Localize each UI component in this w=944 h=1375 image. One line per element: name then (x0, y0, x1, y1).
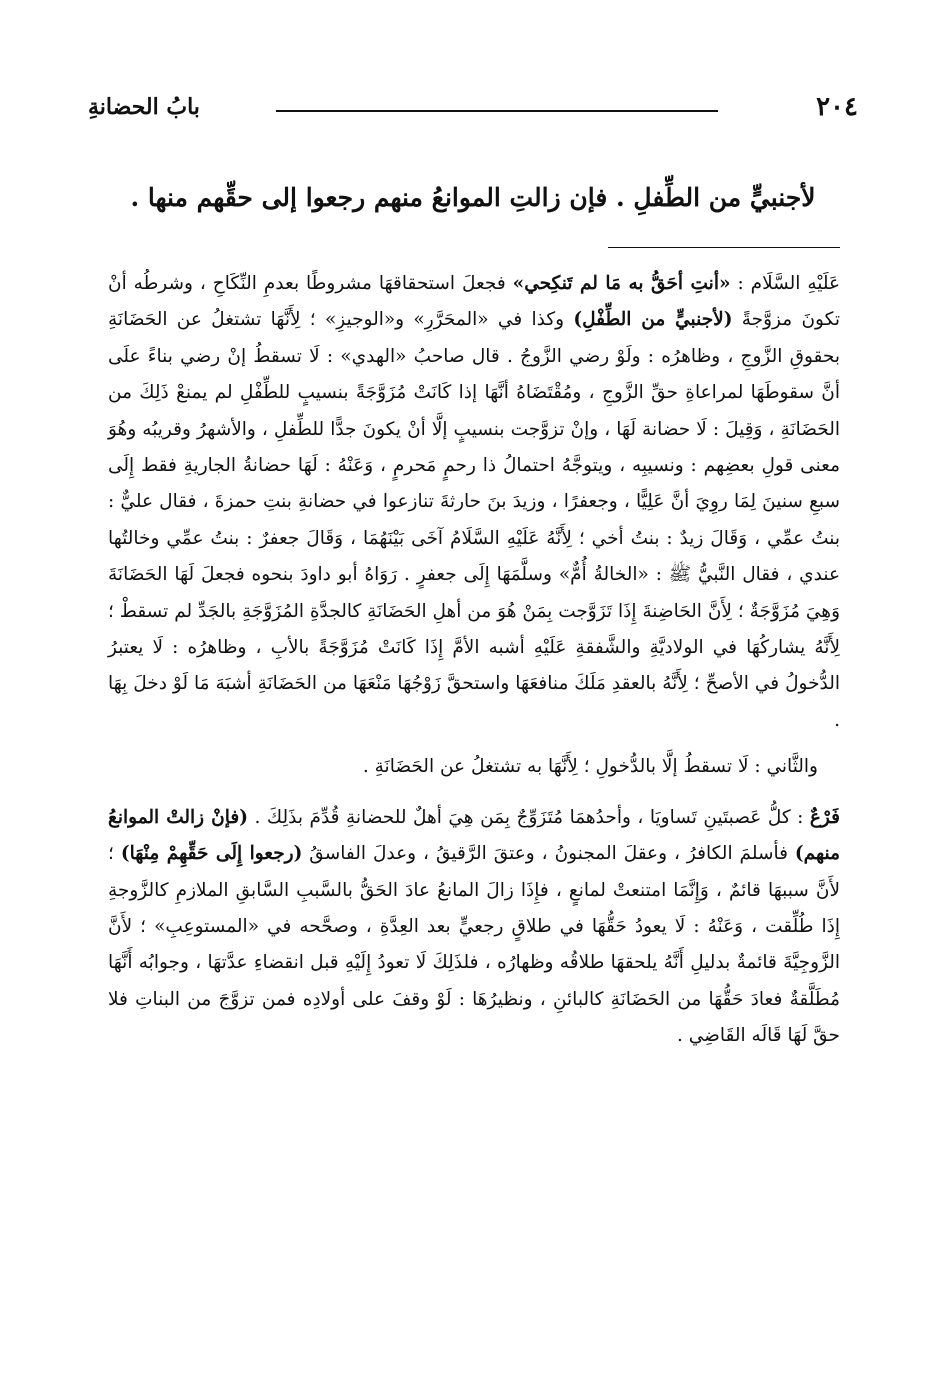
commentary-paragraph-1 (108, 266, 840, 739)
text-run: ؛ لأَنَّ سببهَا قائمٌ ، وَإِنَّمَا امتنعتْ لمانعٍ ، فإِذَا زالَ المانعُ عادَ الحَقُّ بالسَّببِ السَّابقِ الملازمِ كالزَّوجةِ إِذَا طُلِّقت ، وَعَنْهُ : لَا يعودُ حَقُّهَا في طلاقٍ رجعيٍّ بعد العِدَّةِ ، وصحَّحه في «المستوعِبِ» ؛ لأَنَّ الزَّوجِيَّةَ قائمةٌ بدليلِ أَنَّهُ يلحقهَا طلاقُه وظهارُه ، فلذَلِكَ لَا تعودُ إِلَيْهِ قبل انقضاءِ عدَّتهَا ، وجوابُه أَنَّهَا مُطَلَّقةٌ فعادَ حَقُّهَا من الحَضَانَةِ كالبائنِ ، ونظيرُهَا : لَوْ وقفَ على أولادِه فمن تزوَّجَ من البناتِ فلا حقَّ لَهَا قَالَه القَاضِي . (108, 843, 840, 1047)
text-run: فجعلَ استحقاقهَا مشروطًا بعدمِ النِّكَاحِ ، وشرطُه أنْ تكونَ مزوَّجةً (108, 273, 840, 331)
paragraph-gap (108, 739, 840, 749)
section-label: فَرْعٌ (809, 806, 840, 828)
text-run: : كلُّ عَصبتَينِ تَساويَا ، وأحدُهمَا مُتَزَوِّجٌ بِمَن هِيَ أهلٌ للحضانةِ قُدِّمَ بذَلِكَ . (248, 806, 810, 828)
commentary-paragraph-3 (108, 800, 840, 1055)
text-run: عَلَيْهِ السَّلَام : (730, 273, 840, 294)
page-header (88, 92, 858, 126)
text-run: وكذا في «المحَرَّرِ» و«الوجيزِ» ؛ لِأَنَّهَا تشتغلُ عن الحَضَانَةِ بحقوقِ الزَّوجِ ، وظاهرُه : ولَوْ رضي الزَّوجُ . قال صاحبُ «الهدي» : لَا تسقطُ إنْ رضي بناءً علَى أنَّ سقوطَهَا لمراعاةِ حقِّ الزَّوجِ ، ومُقْتَضَاهُ أنَّهَا إذا كَانَتْ مُزَوَّجَةً بنسيبٍ للطِّفْلِ لم يمنعْ ذَلِكَ من الحَضَانَةِ ، وَقِيلَ : لَا حضانة لَهَا ، وإنْ تزوَّجت بنسيبٍ إلَّا أنْ يكونَ جدًّا للطِّفلِ ، والأشهرُ وقريبُه وهُوَ معنى قولِ بعضِهم : ونسيبِه ، ويتوجَّهُ احتمالُ ذا رحمٍ مَحرمٍ ، وَعَنْهُ : لَهَا حضانةُ الجاريةِ فقط إِلَى سبعِ سنينَ لِمَا روِيَ أنَّ عَلِيًّا ، وجعفرًا ، وزيدَ بنَ حارثةَ تنازعوا في حضانةِ بنتِ حمزةَ ، فقال عليٌّ : بنتُ عمِّي ، وَقَالَ زيدٌ : بنتُ أخي ؛ لِأَنَّهُ عَلَيْهِ السَّلَامُ آخَى بَيْنَهُمَا ، وَقَالَ جعفرٌ : بنتُ عمِّي وخالتُها عندي ، فقال النَّبيُّ ﷺ : «الخالةُ أُمٌّ» وسلَّمَهَا إِلَى جعفرٍ . رَوَاهُ أبو داودَ بنحوه فجعلَ لَهَا الحَضَانَةَ وَهِيَ مُزَوَّجَةٌ ؛ لِأَنَّ الحَاضِنةَ إِذَا تَزَوَّجت بِمَنْ هُوَ من أهلِ الحَضَانَةِ كالجدَّةِ المُزَوَّجَةِ بالجَدِّ لم تسقطْ ؛ لِأَنَّهُ يشاركُهَا في الولاديَّةِ والشَّفقةِ عَلَيْهِ أشبه الأمَّ إِذَا كَانَتْ مُزَوَّجَةً بالأبِ ، وظاهرُه : لَا يعتبرُ الدُّخولُ في الأصحِّ ؛ لِأَنَّهُ بالعقدِ مَلَكَ منافعَهَا واستحقَّ زَوْجُهَا مَنْعَهَا من الحَضَانَةِ أشبَهَ مَا لَوْ دخلَ بِهَا . (108, 309, 840, 731)
header-rule (276, 110, 718, 112)
paragraph-gap (108, 786, 840, 800)
quoted-hadith: «أنتِ أحَقُّ به مَا لم تَنكِحي» (512, 273, 731, 294)
page-number: ٢٠٤ (816, 92, 858, 122)
chapter-title: بابُ الحضانةِ (88, 94, 200, 120)
quoted-matn: (فإنْ زالتْ الموانعُ منهم) (108, 806, 840, 865)
quoted-matn: (لأجنبيٍّ من الطِّفْلِ) (573, 309, 733, 331)
main-text: لأجنبيٍّ من الطِّفلِ . فإن زالتِ الموانعُ منهم رجعوا إلى حقِّهم منها . (130, 183, 816, 212)
text-run: فأسلمَ الكافرُ ، وعقلَ المجنونُ ، وعتقَ الرَّقيقُ ، وعدلَ الفاسقُ (302, 843, 795, 865)
commentary-paragraph-2: والثَّاني : لَا تسقطُ إلَّا بالدُّخولِ ؛ لِأَنَّهَا به تشتغلُ عن الحَضَانَةِ . (362, 756, 818, 778)
quoted-matn: (رجعوا إِلَى حَقِّهِمْ مِنْهَا) (120, 843, 303, 865)
commentary-divider (608, 247, 840, 248)
commentary (108, 266, 840, 1055)
